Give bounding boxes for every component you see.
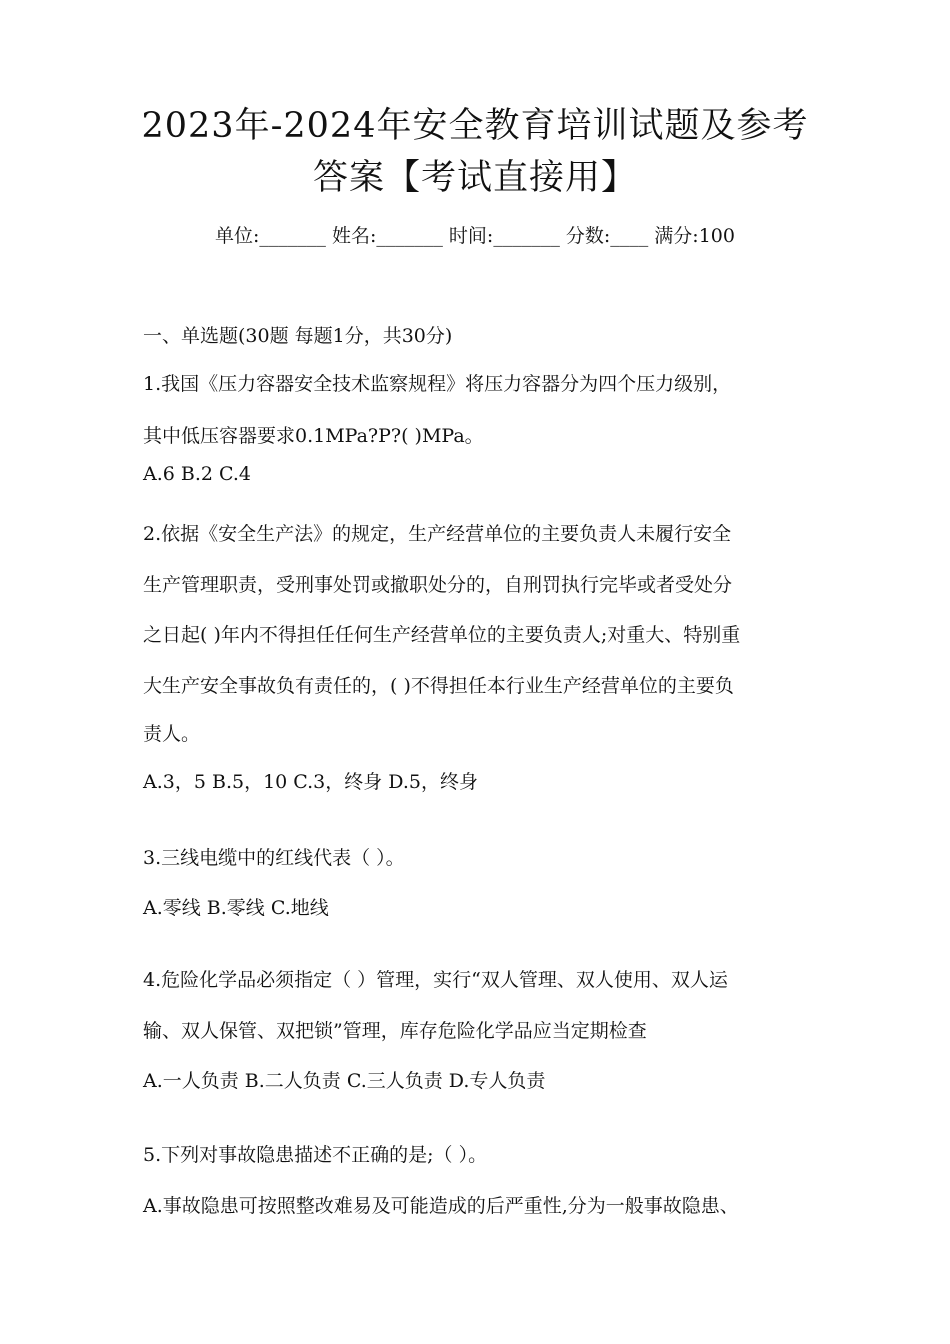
question-2-line-5: 责人。 <box>143 723 201 745</box>
exam-info-line: 单位:_______ 姓名:_______ 时间:_______ 分数:____ 满分:100 <box>215 225 735 247</box>
document-title-line-2: 答案【考试直接用】 <box>312 158 637 198</box>
question-1-line-1: 1.我国《压力容器安全技术监察规程》将压力容器分为四个压力级别， <box>143 373 732 395</box>
question-5-options: A.事故隐患可按照整改难易及可能造成的后严重性,分为一般事故隐患、 <box>143 1195 739 1217</box>
question-2-line-2: 生产管理职责，受刑事处罚或撤职处分的，自刑罚执行完毕或者受处分 <box>143 574 733 596</box>
question-4-line-2: 输、双人保管、双把锁”管理，库存危险化学品应当定期检查 <box>143 1020 647 1042</box>
question-3-line-1: 3.三线电缆中的红线代表（ ）。 <box>143 847 405 869</box>
question-5-line-1: 5.下列对事故隐患描述不正确的是;（ ）。 <box>143 1144 488 1166</box>
section-heading: 一、单选题(30题 每题1分，共30分) <box>143 325 453 347</box>
question-4-line-1: 4.危险化学品必须指定（ ）管理，实行“双人管理、双人使用、双人运 <box>143 969 728 991</box>
question-3-options: A.零线 B.零线 C.地线 <box>143 897 329 919</box>
question-2-line-3: 之日起( )年内不得担任任何生产经营单位的主要负责人;对重大、特别重 <box>143 624 741 646</box>
question-2-line-1: 2.依据《安全生产法》的规定，生产经营单位的主要负责人未履行安全 <box>143 523 732 545</box>
question-2-line-4: 大生产安全事故负有责任的，( )不得担任本行业生产经营单位的主要负 <box>143 675 734 697</box>
question-1-options: A.6 B.2 C.4 <box>143 463 252 485</box>
document-title-line-1: 2023年-2024年安全教育培训试题及参考 <box>141 106 809 146</box>
question-4-options: A.一人负责 B.二人负责 C.三人负责 D.专人负责 <box>143 1070 546 1092</box>
question-1-line-2: 其中低压容器要求0.1MPa?P?( )MPa。 <box>143 425 484 447</box>
question-2-options: A.3，5 B.5，10 C.3，终身 D.5，终身 <box>143 771 478 793</box>
